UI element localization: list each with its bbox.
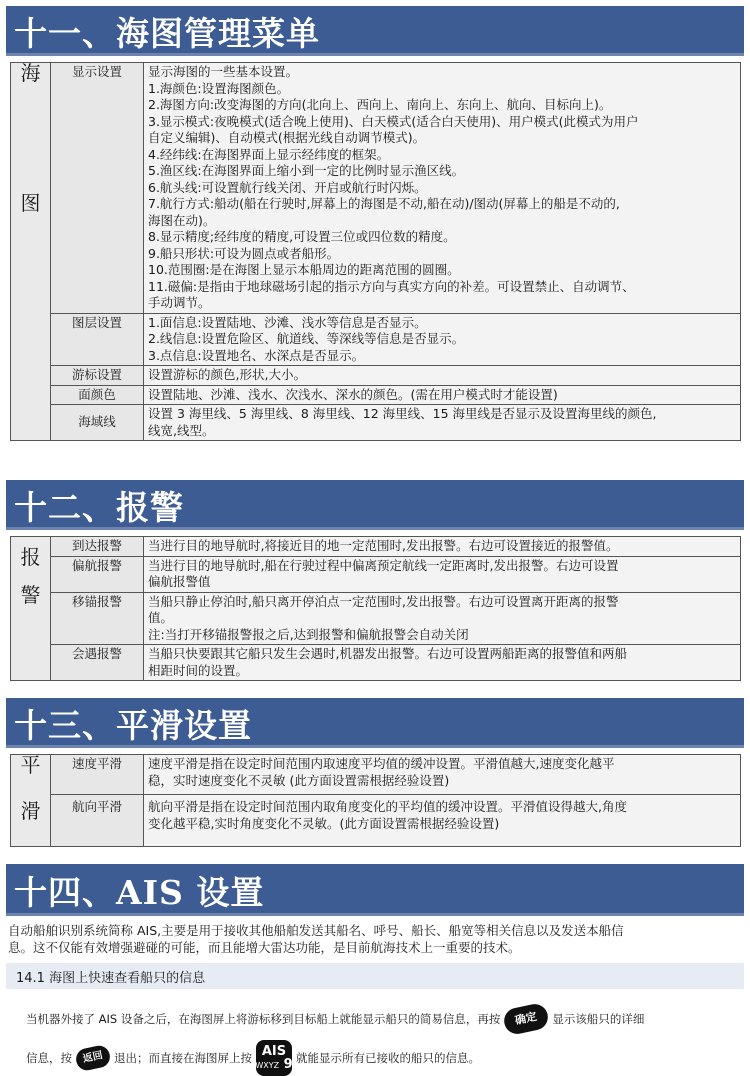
section-13-banner: [6, 698, 744, 748]
desc-line: 航向平滑是指在设定时间范围内取角度变化的平均值的缓冲设置。平滑值设得越大,角度: [148, 799, 627, 814]
row-description: [144, 755, 741, 795]
confirm-key-icon: 确定: [502, 1002, 550, 1037]
desc-line: 2.海图方向:改变海图的方向(北向上、西向上、南向上、东向上、航向、目标向上)。: [148, 97, 612, 112]
row-label: 航向平滑: [51, 795, 144, 847]
subsection-title: 14.1 海图上快速查看船只的信息: [16, 970, 206, 986]
row-label: 偏航报警: [51, 556, 144, 592]
intro-line: 自动船舶识别系统简称 AIS,主要是用于接收其他船舶发送其船名、呼号、船长、船宽等相关信息以及发送本船信: [8, 923, 624, 938]
desc-line: 设置陆地、沙滩、浅水、次浅水、深水的颜色。(需在用户模式时才能设置): [148, 386, 558, 402]
table-row: [11, 556, 741, 592]
desc-line: 6.航头线:可设置航行线关闭、开启或航行时闪烁。: [148, 179, 427, 195]
section-11-table: [10, 62, 741, 441]
subsection-heading: [6, 963, 744, 989]
para-text: 当机器外接了 AIS 设备之后，在海图屏上将游标移到目标船上就能显示船只的简易信息，再按: [26, 1012, 501, 1026]
desc-line: 9.船只形状:可设为圆点或者船形。: [148, 245, 340, 261]
section-11-banner: [6, 6, 744, 56]
category-cell: [11, 755, 51, 847]
ais-key-sub: WXYZ 9: [255, 1057, 293, 1072]
category-char: 海: [20, 61, 41, 85]
desc-line: 变化越平稳,实时角度变化不灵敏。(此方面设置需根据经验设置): [148, 815, 500, 831]
desc-line: 4.经纬线:在海图界面上显示经纬度的框架。: [148, 146, 390, 162]
row-description: [144, 405, 741, 441]
para-text: 显示该船只的详细: [552, 1012, 645, 1026]
row-description: [144, 385, 741, 405]
desc-line: 当船只静止停泊时,船只离开停泊点一定范围时,发出报警。右边可设置离开距离的报警: [148, 593, 619, 609]
desc-line: 值。: [148, 610, 174, 625]
row-description: [144, 537, 741, 557]
desc-line: 自定义编辑)、自动模式(根据光线自动调节模式)。: [148, 130, 426, 145]
category-cell: [11, 63, 51, 441]
row-label: 面颜色: [51, 385, 144, 405]
desc-line: 1.海颜色:设置海图颜色。: [148, 80, 290, 96]
section-12-title: 十二、报警: [14, 487, 184, 527]
desc-line: 当船只快要跟其它船只发生会遇时,机器发出报警。右边可设置两船距离的报警值和两船: [148, 646, 627, 661]
category-char: 滑: [20, 799, 41, 823]
row-label: 图层设置: [51, 313, 144, 366]
section-11-title: 十一、海图管理菜单: [14, 13, 320, 53]
table-row: [11, 313, 741, 366]
row-label: 海域线: [51, 405, 144, 441]
row-description: [144, 645, 741, 681]
desc-line: 3.点信息:设置地名、水深点是否显示。: [148, 347, 365, 363]
para-text: 信息，按: [26, 1051, 72, 1065]
category-char: 警: [20, 583, 41, 607]
category-char: 图: [20, 191, 41, 215]
row-description: [144, 313, 741, 366]
para-text: 就能显示所有已接收的船只的信息。: [296, 1051, 480, 1065]
desc-line: 5.渔区线:在海图界面上缩小到一定的比例时显示渔区线。: [148, 163, 465, 178]
table-row: [11, 755, 741, 795]
ais-key-label: AIS: [261, 1044, 287, 1059]
desc-line: 3.显示模式:夜晚模式(适合晚上使用)、白天模式(适合白天使用)、用户模式(此模式为用户: [148, 113, 639, 129]
desc-line: 稳，实时速度变化不灵敏 (此方面设置需根据经验设置): [148, 772, 450, 788]
desc-line: 1.面信息:设置陆地、沙滩、浅水等信息是否显示。: [148, 314, 427, 330]
section-13-table: [10, 754, 741, 847]
table-row: [11, 592, 741, 645]
desc-line: 当进行目的地导航时,船在行驶过程中偏离预定航线一定距离时,发出报警。右边可设置: [148, 557, 619, 573]
desc-line: 速度平滑是指在设定时间范围内取速度平均值的缓冲设置。平滑值越大,速度变化越平: [148, 756, 615, 771]
desc-line: 11.磁偏:是指由于地球磁场引起的指示方向与真实方向的补差。可设置禁止、自动调节、: [148, 278, 635, 294]
desc-line: 7.航行方式:船动(船在行驶时,屏幕上的海图是不动,船在动)/图动(屏幕上的船是不动的,: [148, 196, 620, 211]
desc-line: 2.线信息:设置危险区、航道线、等深线等信息是否显示。: [148, 331, 465, 346]
back-key-icon: 返回: [74, 1044, 112, 1073]
row-label: 到达报警: [51, 537, 144, 557]
table-row: [11, 405, 741, 441]
section-14-banner: [6, 864, 744, 916]
desc-line: 线宽,线型。: [148, 422, 215, 438]
table-row: [11, 795, 741, 847]
ais-intro: [8, 922, 744, 956]
ais-paragraph-line-1: [26, 1006, 644, 1032]
table-row: [11, 385, 741, 405]
row-description: [144, 63, 741, 314]
desc-line: 偏航报警值: [148, 574, 211, 589]
desc-line: 8.显示精度;经纬度的精度,可设置三位或四位数的精度。: [148, 229, 456, 244]
desc-line: 当进行目的地导航时,将接近目的地一定范围时,发出报警。右边可设置接近的报警值。: [148, 538, 619, 553]
table-row: [11, 645, 741, 681]
row-description: [144, 556, 741, 592]
desc-line: 设置 3 海里线、5 海里线、8 海里线、12 海里线、15 海里线是否显示及设置海里线的颜色,: [148, 406, 657, 421]
row-description: [144, 795, 741, 847]
section-14-title: 十四、AIS 设置: [14, 872, 265, 912]
row-description: [144, 592, 741, 645]
category-char: 报: [20, 545, 41, 569]
section-12-banner: [6, 480, 744, 530]
category-char: 平: [20, 753, 41, 777]
para-text: 退出；而直接在海图屏上按: [114, 1051, 252, 1065]
category-cell: [11, 537, 51, 681]
row-label: 移锚报警: [51, 592, 144, 645]
desc-line: 手动调节。: [148, 295, 211, 310]
row-description: [144, 366, 741, 386]
table-row: [11, 366, 741, 386]
desc-line: 注:当打开移锚报警报之后,达到报警和偏航报警会自动关闭: [148, 626, 469, 642]
table-row: [11, 537, 741, 557]
row-label: 会遇报警: [51, 645, 144, 681]
row-label: 显示设置: [51, 63, 144, 314]
desc-line: 相距时间的设置。: [148, 662, 249, 678]
desc-line: 海图在动)。: [148, 212, 216, 228]
section-13-title: 十三、平滑设置: [14, 705, 252, 745]
table-row: [11, 63, 741, 314]
desc-line: 设置游标的颜色,形状,大小。: [148, 367, 306, 382]
ais-paragraph-line-2: [26, 1040, 480, 1076]
section-12-table: [10, 536, 741, 681]
row-label: 游标设置: [51, 366, 144, 386]
desc-line: 显示海图的一些基本设置。: [148, 64, 299, 79]
intro-line: 息。这不仅能有效增强避碰的可能，而且能增大雷达功能，是目前航海技术上一重要的技术。: [8, 940, 521, 955]
row-label: 速度平滑: [51, 755, 144, 795]
desc-line: 10.范围圈:是在海图上显示本船周边的距离范围的圆圈。: [148, 262, 460, 277]
ais-key-icon: [256, 1040, 292, 1076]
